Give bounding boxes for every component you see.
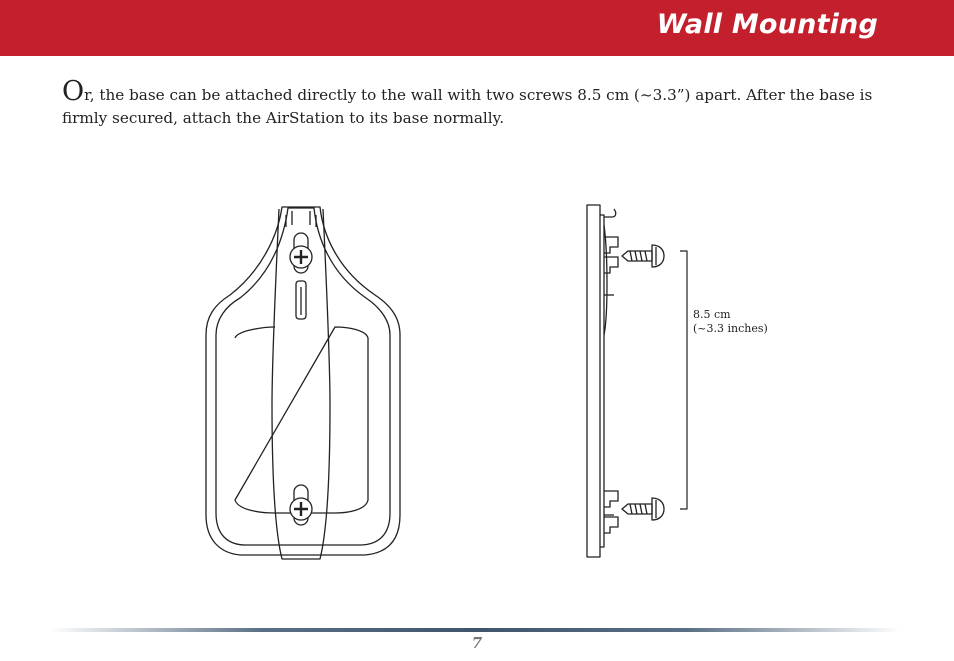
page-number: 7 [471, 634, 483, 652]
dimension-bracket [680, 251, 687, 509]
drop-cap: O [62, 76, 85, 107]
instruction-text: r, the base can be attached directly to the wall with two screws 8.5 cm (~3.3”) apart. After the base is firmly secured, attach the AirStation to its base normally. [62, 86, 873, 127]
wall-mount-illustration [180, 195, 800, 565]
instruction-paragraph [62, 76, 902, 130]
dimension-label-metric: 8.5 cm [693, 308, 731, 321]
page-title: Wall Mounting [656, 9, 878, 40]
page-header-banner [0, 0, 954, 56]
dimension-label [693, 308, 768, 336]
dimension-label-imperial: (~3.3 inches) [693, 322, 768, 335]
base-front-view [206, 207, 400, 559]
screw-upper-icon [622, 245, 664, 267]
screw-lower-icon [622, 498, 664, 520]
base-side-view [587, 205, 618, 557]
footer-divider [50, 628, 900, 632]
